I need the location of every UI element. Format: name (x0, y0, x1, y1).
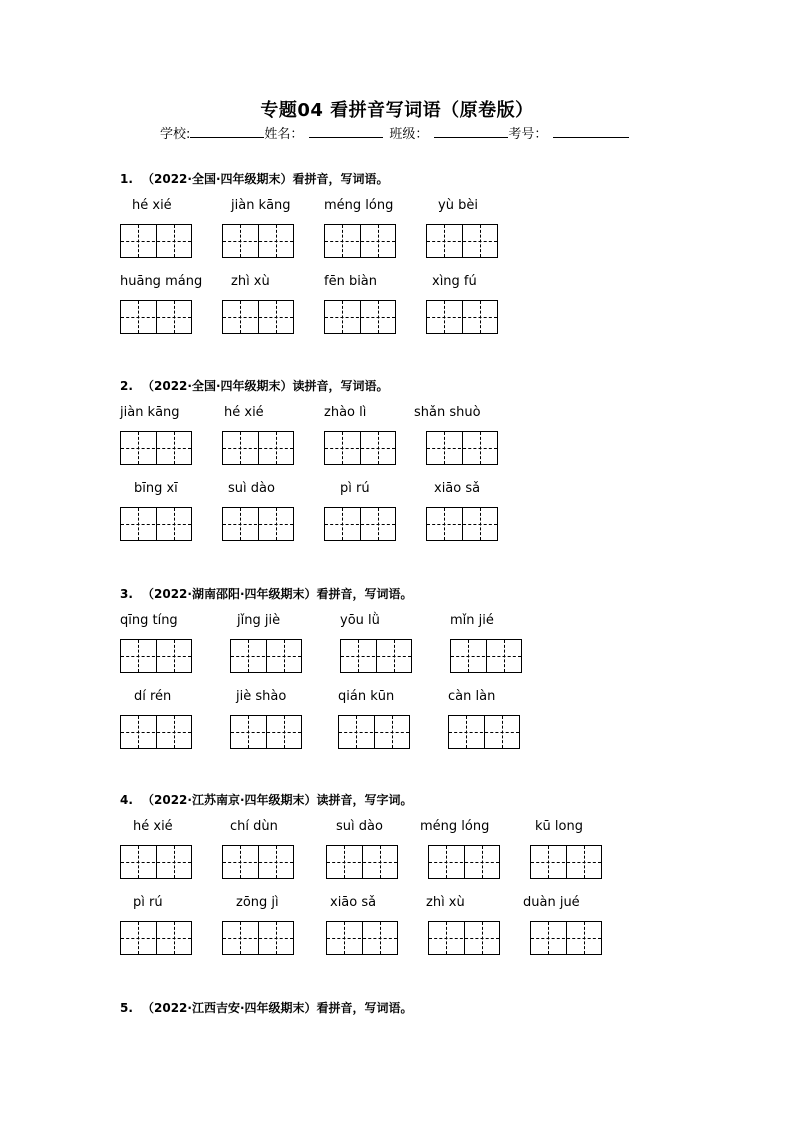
pinyin-label: méng lóng (420, 819, 490, 834)
writing-grid[interactable] (426, 431, 498, 465)
grid-guide-line (427, 524, 497, 525)
question-heading (120, 999, 413, 1016)
grid-guide-line (531, 862, 601, 863)
pinyin-label: zhì xù (231, 274, 270, 289)
question-number: 1. (120, 172, 133, 186)
grid-guide-line (325, 317, 395, 318)
pinyin-label: qián kūn (338, 689, 395, 704)
pinyin-label: duàn jué (523, 895, 580, 910)
pinyin-label: jǐng jiè (237, 613, 281, 628)
grid-guide-line (223, 938, 293, 939)
grid-guide-line (223, 317, 293, 318)
grid-guide-line (231, 656, 301, 657)
question-heading (120, 791, 413, 808)
grid-guide-line (231, 732, 301, 733)
pinyin-label: pì rú (133, 895, 163, 910)
grid-guide-line (121, 862, 191, 863)
writing-grid[interactable] (120, 507, 192, 541)
grid-guide-line (451, 656, 521, 657)
pinyin-label: suì dào (336, 819, 383, 834)
grid-guide-line (121, 938, 191, 939)
question-heading (120, 585, 413, 602)
question-number: 4. (120, 793, 133, 807)
writing-grid[interactable] (222, 921, 294, 955)
grid-guide-line (121, 656, 191, 657)
grid-guide-line (121, 732, 191, 733)
grid-guide-line (121, 317, 191, 318)
grid-guide-line (429, 938, 499, 939)
pinyin-label: zōng jì (236, 895, 279, 910)
name-label: 姓名： (264, 127, 304, 142)
writing-grid[interactable] (448, 715, 520, 749)
writing-grid[interactable] (120, 224, 192, 258)
pinyin-label: mǐn jié (450, 613, 494, 628)
question-number: 2. (120, 379, 133, 393)
writing-grid[interactable] (120, 715, 192, 749)
grid-guide-line (121, 524, 191, 525)
pinyin-label: qīng tíng (120, 613, 178, 628)
writing-grid[interactable] (450, 639, 522, 673)
writing-grid[interactable] (324, 224, 396, 258)
question-number: 5. (120, 1001, 133, 1015)
writing-grid[interactable] (428, 845, 500, 879)
grid-guide-line (325, 524, 395, 525)
page-title: 专题04 看拼音写词语（原卷版） (260, 100, 534, 121)
pinyin-label: huāng máng (120, 274, 203, 289)
writing-grid[interactable] (222, 224, 294, 258)
exam-no-blank[interactable] (553, 125, 629, 138)
pinyin-label: zhì xù (426, 895, 465, 910)
grid-guide-line (325, 448, 395, 449)
exam-no-label: 考号： (508, 127, 548, 142)
writing-grid[interactable] (324, 300, 396, 334)
grid-guide-line (429, 862, 499, 863)
writing-grid[interactable] (340, 639, 412, 673)
grid-guide-line (223, 241, 293, 242)
pinyin-label: xiāo sǎ (330, 895, 377, 910)
pinyin-label: hé xié (133, 819, 173, 834)
writing-grid[interactable] (230, 639, 302, 673)
writing-grid[interactable] (426, 507, 498, 541)
pinyin-label: hé xié (132, 198, 172, 213)
school-label: 学校: (160, 127, 191, 142)
writing-grid[interactable] (324, 431, 396, 465)
pinyin-label: yōu lǜ (340, 613, 380, 628)
writing-grid[interactable] (120, 845, 192, 879)
grid-guide-line (339, 732, 409, 733)
pinyin-label: kū long (535, 819, 583, 834)
grid-guide-line (325, 241, 395, 242)
writing-grid[interactable] (530, 845, 602, 879)
pinyin-label: suì dào (228, 481, 275, 496)
pinyin-label: yù bèi (438, 198, 478, 213)
question-text: （2022·湖南邵阳·四年级期末）看拼音，写词语。 (142, 587, 413, 601)
name-blank[interactable] (309, 125, 383, 138)
class-label: 班级： (389, 127, 429, 142)
pinyin-label: dí rén (134, 689, 172, 704)
pinyin-label: zhào lì (324, 405, 367, 420)
pinyin-label: hé xié (224, 405, 264, 420)
writing-grid[interactable] (428, 921, 500, 955)
grid-guide-line (327, 938, 397, 939)
writing-grid[interactable] (530, 921, 602, 955)
writing-grid[interactable] (120, 639, 192, 673)
writing-grid[interactable] (338, 715, 410, 749)
writing-grid[interactable] (426, 224, 498, 258)
question-text: （2022·全国·四年级期末）读拼音，写词语。 (142, 379, 389, 393)
grid-guide-line (427, 448, 497, 449)
pinyin-label: jiàn kāng (120, 405, 180, 420)
writing-grid[interactable] (326, 921, 398, 955)
question-heading (120, 170, 389, 187)
writing-grid[interactable] (222, 300, 294, 334)
pinyin-label: chí dùn (230, 819, 278, 834)
writing-grid[interactable] (426, 300, 498, 334)
grid-guide-line (223, 862, 293, 863)
writing-grid[interactable] (120, 921, 192, 955)
school-blank[interactable] (190, 125, 264, 138)
class-blank[interactable] (434, 125, 508, 138)
pinyin-label: càn làn (448, 689, 496, 704)
writing-grid[interactable] (326, 845, 398, 879)
writing-grid[interactable] (324, 507, 396, 541)
pinyin-label: fēn biàn (324, 274, 378, 289)
question-text: （2022·江西吉安·四年级期末）看拼音，写词语。 (142, 1001, 413, 1015)
pinyin-label: méng lóng (324, 198, 394, 213)
pinyin-label: pì rú (340, 481, 370, 496)
grid-guide-line (223, 524, 293, 525)
question-number: 3. (120, 587, 133, 601)
grid-guide-line (531, 938, 601, 939)
grid-guide-line (341, 656, 411, 657)
grid-guide-line (121, 241, 191, 242)
writing-grid[interactable] (222, 431, 294, 465)
writing-grid[interactable] (120, 300, 192, 334)
pinyin-label: xiāo sǎ (434, 481, 481, 496)
question-text: （2022·江苏南京·四年级期末）读拼音，写字词。 (142, 793, 413, 807)
pinyin-label: shǎn shuò (414, 405, 481, 420)
question-heading (120, 377, 389, 394)
question-text: （2022·全国·四年级期末）看拼音，写词语。 (142, 172, 389, 186)
grid-guide-line (427, 241, 497, 242)
writing-grid[interactable] (120, 431, 192, 465)
pinyin-label: jiè shào (236, 689, 287, 704)
pinyin-label: jiàn kāng (231, 198, 291, 213)
pinyin-label: bīng xī (134, 481, 178, 496)
writing-grid[interactable] (222, 845, 294, 879)
writing-grid[interactable] (222, 507, 294, 541)
grid-guide-line (121, 448, 191, 449)
grid-guide-line (427, 317, 497, 318)
grid-guide-line (327, 862, 397, 863)
grid-guide-line (223, 448, 293, 449)
writing-grid[interactable] (230, 715, 302, 749)
pinyin-label: xìng fú (432, 274, 477, 289)
grid-guide-line (449, 732, 519, 733)
student-info-line (160, 123, 629, 142)
